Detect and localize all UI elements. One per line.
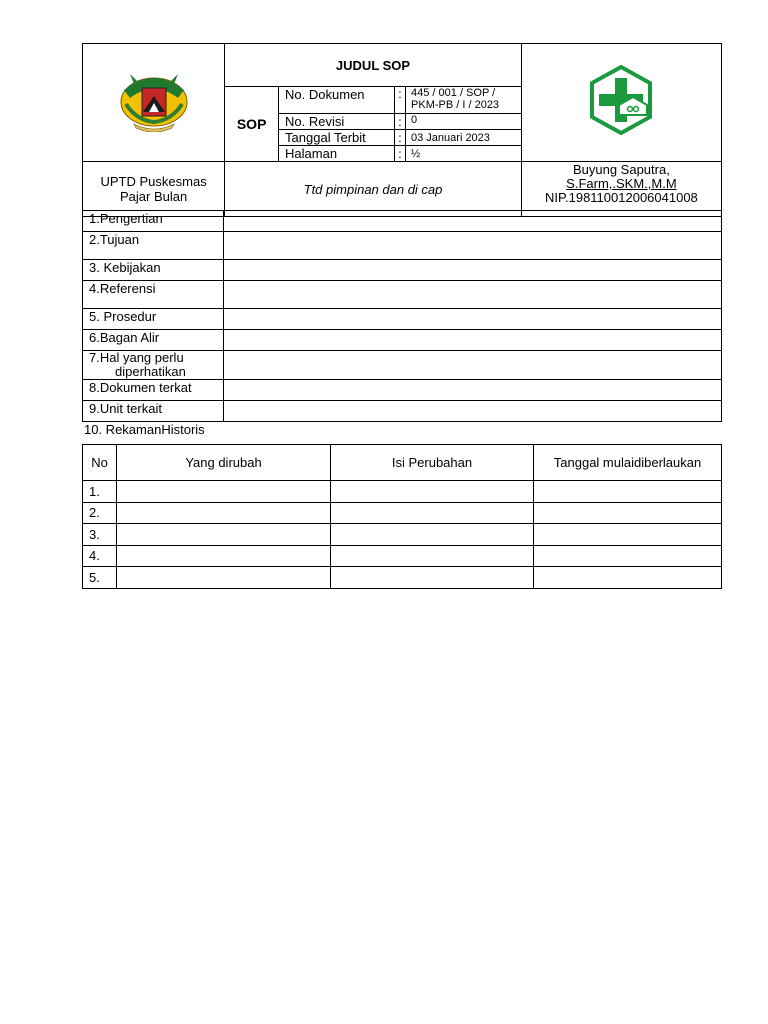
signer-cell	[521, 162, 721, 217]
section-content	[224, 211, 722, 232]
section-row	[83, 232, 224, 260]
section-number: 8.	[89, 380, 100, 395]
section-number: 7.	[89, 350, 100, 365]
meta-label-revisi: No. Revisi	[279, 114, 395, 130]
section-label: Bagan Alir	[99, 330, 160, 345]
sop-header-table	[82, 43, 722, 217]
table-row	[83, 545, 722, 567]
section-label: Kebijakan	[103, 260, 161, 275]
section-number: 5.	[89, 309, 100, 324]
history-row-no: 5.	[83, 567, 117, 589]
history-row-no: 4.	[83, 545, 117, 567]
org-name-line1: UPTD Puskesmas	[100, 174, 207, 189]
section-content	[224, 260, 722, 281]
history-table	[82, 444, 722, 589]
history-col-content: Isi Perubahan	[331, 445, 534, 481]
meta-value-dokumen-line2: PKM-PB / I / 2023	[411, 99, 500, 111]
section-number: 4.	[89, 281, 100, 296]
meta-value-dokumen-line1: 445 / 001 / SOP /	[411, 87, 496, 99]
signer-degree: S.Farm,.SKM.,M.M	[566, 176, 677, 191]
regency-logo-cell	[83, 44, 225, 162]
section-label: Pengertian	[99, 211, 163, 226]
section-label-line2: diperhatikan	[115, 364, 186, 379]
section-content	[224, 351, 722, 380]
table-row	[83, 567, 722, 589]
section-row	[83, 330, 224, 351]
history-row-no: 2.	[83, 502, 117, 524]
section-content	[224, 330, 722, 351]
section-row	[83, 380, 224, 401]
section-label: Unit terkait	[99, 401, 162, 416]
section-row	[83, 211, 224, 232]
regency-emblem-icon	[116, 68, 192, 132]
section-label: Prosedur	[103, 309, 157, 324]
org-name-cell	[83, 162, 225, 217]
signer-nip: NIP.198110012006041008	[545, 190, 698, 205]
sop-title: JUDUL SOP	[225, 44, 522, 87]
history-title: 10. RekamanHistoris	[84, 422, 205, 437]
section-content	[224, 232, 722, 260]
section-row	[83, 260, 224, 281]
section-number: 2.	[89, 232, 100, 247]
section-number: 6.	[89, 330, 100, 345]
signer-name: Buyung Saputra,	[572, 162, 670, 177]
section-row	[83, 309, 224, 330]
history-col-changed: Yang dirubah	[117, 445, 331, 481]
meta-label-dokumen: No. Dokumen	[279, 87, 395, 114]
sop-label: SOP	[225, 87, 279, 162]
section-label: Referensi	[99, 281, 156, 296]
table-row	[83, 524, 722, 546]
meta-colon: :	[394, 114, 405, 130]
meta-colon: :	[394, 130, 405, 146]
history-col-no: No	[83, 445, 117, 481]
section-label: Tujuan	[99, 232, 140, 247]
sop-sections-table	[82, 210, 722, 422]
meta-label-terbit: Tanggal Terbit	[279, 130, 395, 146]
table-row	[83, 502, 722, 524]
section-number: 1.	[89, 211, 100, 226]
history-row-no: 3.	[83, 524, 117, 546]
meta-value-halaman: ½	[406, 146, 522, 162]
meta-colon: :	[394, 87, 405, 114]
history-row-no: 1.	[83, 481, 117, 503]
section-content	[224, 281, 722, 309]
section-label: Dokumen terkat	[99, 380, 192, 395]
puskesmas-logo-icon	[586, 65, 656, 135]
org-name-line2: Pajar Bulan	[120, 189, 188, 204]
section-content	[224, 401, 722, 422]
section-row	[83, 351, 224, 380]
meta-colon: :	[394, 146, 405, 162]
table-row	[83, 481, 722, 503]
section-content	[224, 309, 722, 330]
meta-value-terbit: 03 Januari 2023	[406, 130, 522, 146]
section-row	[83, 281, 224, 309]
section-row	[83, 401, 224, 422]
history-col-date: Tanggal mulaidiberlaukan	[534, 445, 722, 481]
meta-value-revisi: 0	[406, 114, 522, 130]
section-number: 3.	[89, 260, 100, 275]
puskesmas-logo-cell	[521, 44, 721, 162]
meta-label-halaman: Halaman	[279, 146, 395, 162]
signature-note: Ttd pimpinan dan di cap	[225, 162, 522, 217]
section-content	[224, 380, 722, 401]
section-number: 9.	[89, 401, 100, 416]
meta-value-dokumen	[406, 87, 522, 114]
section-label: Hal yang perlu	[99, 350, 184, 365]
